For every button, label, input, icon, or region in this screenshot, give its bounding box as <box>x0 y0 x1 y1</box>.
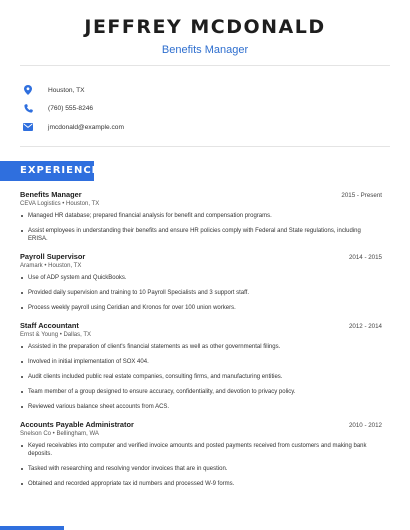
location-text: Houston, TX <box>48 86 85 94</box>
job-organization: Snelson Co • Bellingham, WA <box>20 431 99 437</box>
job-entry <box>20 190 382 250</box>
candidate-name: JEFFREY MCDONALD <box>84 16 326 38</box>
job-bullet: Use of ADP system and QuickBooks. <box>20 274 382 282</box>
header-divider <box>20 65 390 66</box>
job-bullet: Audit clients included public real estate companies, consulting firms, and manufacturing entities. <box>20 373 382 381</box>
job-bullet: Process weekly payroll using Ceridian and Kronos for over 100 union workers. <box>20 304 382 312</box>
contact-phone <box>20 100 124 119</box>
envelope-icon <box>22 123 34 131</box>
job-bullet: Tasked with researching and resolving vendor invoices that are in question. <box>20 465 382 473</box>
phone-icon <box>22 104 34 113</box>
job-organization: CEVA Logistics • Houston, TX <box>20 201 100 207</box>
job-bullet: Team member of a group designed to ensure accuracy, confidentiality, and devotion to privacy policy. <box>20 388 382 396</box>
job-bullet: Reviewed various balance sheet accounts from ACS. <box>20 403 382 411</box>
job-bullet: Involved in initial implementation of SOX 404. <box>20 358 382 366</box>
next-section-bar <box>0 526 64 530</box>
map-pin-icon <box>22 85 34 95</box>
contact-email <box>20 118 124 137</box>
job-entry <box>20 252 382 319</box>
job-bullet: Managed HR database; prepared financial analysis for benefit and compensation programs. <box>20 212 382 220</box>
job-dates: 2012 - 2014 <box>348 323 382 330</box>
job-entry <box>20 321 382 418</box>
job-organization: Aramark • Houston, TX <box>20 263 82 269</box>
job-bullet: Assist employees in understanding their benefits and ensure HR policies comply with Federal and State regulations, including ERISA. <box>20 227 382 243</box>
experience-heading-bar <box>0 161 100 181</box>
job-entry <box>20 420 382 495</box>
job-bullet: Keyed receivables into computer and verified invoice amounts and posted payments received from customers and making bank deposits. <box>20 442 382 458</box>
job-bullet: Assisted in the preparation of client's financial statements as well as other governmental filings. <box>20 343 382 351</box>
job-title: Accounts Payable Administrator <box>20 420 134 429</box>
contact-list <box>20 81 124 137</box>
job-dates: 2015 - Present <box>341 192 382 199</box>
experience-heading: EXPERIENCE <box>20 165 100 176</box>
job-title: Staff Accountant <box>20 321 79 330</box>
contact-location <box>20 81 124 100</box>
job-organization: Ernst & Young • Dallas, TX <box>20 332 92 338</box>
job-dates: 2014 - 2015 <box>348 254 382 261</box>
job-title: Payroll Supervisor <box>20 252 86 261</box>
candidate-title: Benefits Manager <box>161 44 249 56</box>
phone-text: (760) 555-8246 <box>48 105 94 113</box>
email-text: jmcdonald@example.com <box>48 123 124 131</box>
job-title: Benefits Manager <box>20 190 82 199</box>
job-bullet: Provided daily supervision and training to 10 Payroll Specialists and 3 support staff. <box>20 289 382 297</box>
job-bullet: Obtained and recorded appropriate tax id numbers and processed W-9 forms. <box>20 480 382 488</box>
contact-divider <box>20 146 390 147</box>
resume-header <box>0 16 410 56</box>
job-dates: 2010 - 2012 <box>348 422 382 429</box>
